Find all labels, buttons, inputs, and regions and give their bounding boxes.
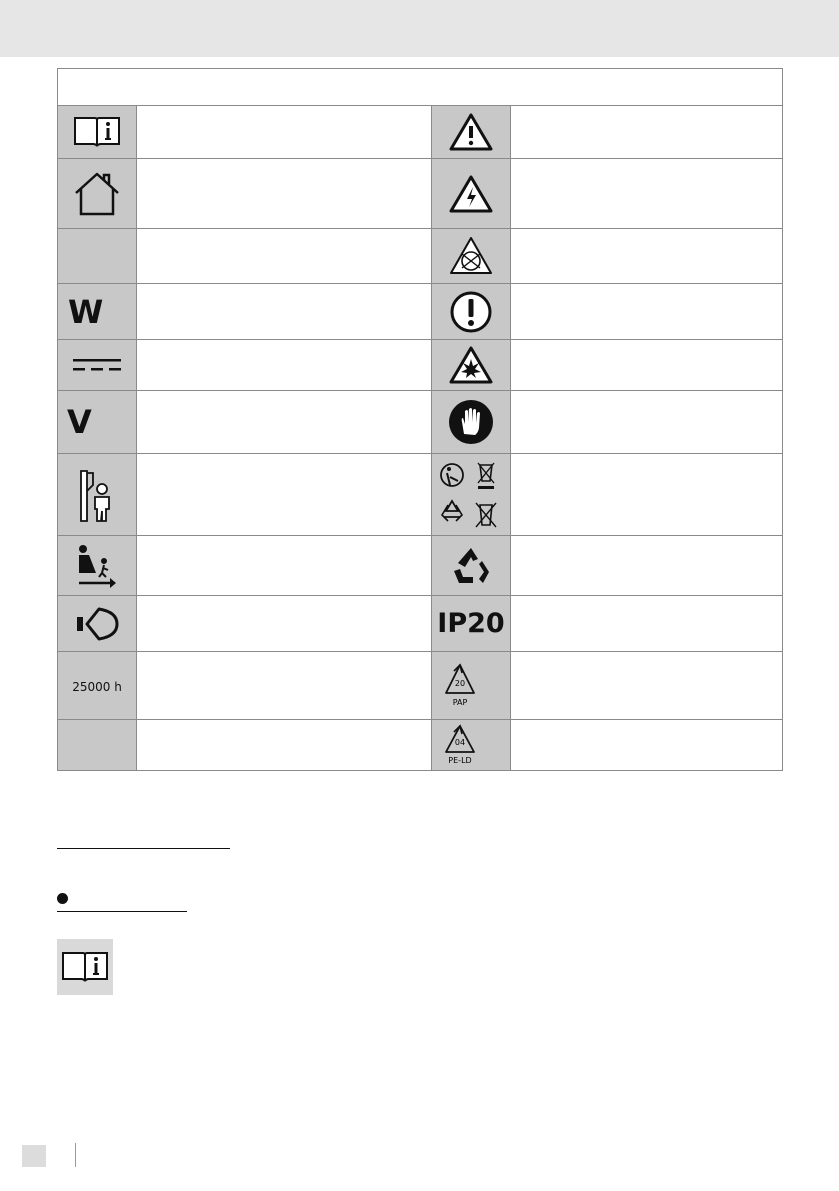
no-direct-view-icon xyxy=(448,235,494,277)
description-cell xyxy=(511,596,783,652)
table-row xyxy=(58,106,783,159)
table-row xyxy=(58,391,783,454)
description-cell xyxy=(511,720,783,771)
description-cell xyxy=(137,229,432,284)
icon-cell xyxy=(432,652,511,720)
icon-cell xyxy=(58,229,137,284)
direct-current-icon xyxy=(71,355,123,375)
icon-cell xyxy=(432,536,511,596)
disposal-symbols-icon xyxy=(438,459,504,531)
light-emission-icon xyxy=(73,604,121,644)
watt-icon: W xyxy=(68,292,104,331)
icon-cell xyxy=(432,391,511,454)
read-manual-icon-box xyxy=(57,939,113,995)
peld-number-label: 04 xyxy=(454,738,466,747)
pap-code-label: PAP xyxy=(452,697,468,707)
icon-cell xyxy=(58,596,137,652)
recycling-icon xyxy=(449,545,493,587)
description-cell xyxy=(137,159,432,229)
electric-hazard-icon xyxy=(448,174,494,214)
warning-triangle-icon xyxy=(448,112,494,152)
icon-cell xyxy=(58,536,137,596)
icon-cell xyxy=(432,284,511,340)
table-row xyxy=(58,652,783,720)
notice-exclamation-icon xyxy=(449,290,493,334)
table-row xyxy=(58,229,783,284)
description-cell xyxy=(137,340,432,391)
description-cell xyxy=(511,229,783,284)
description-cell xyxy=(511,391,783,454)
child-safety-icon xyxy=(77,465,117,525)
table-row xyxy=(58,536,783,596)
book-info-icon xyxy=(57,939,113,995)
icon-cell xyxy=(432,229,511,284)
table-header-cell xyxy=(58,69,783,106)
description-cell xyxy=(511,106,783,159)
description-cell xyxy=(511,340,783,391)
description-cell xyxy=(137,536,432,596)
minimum-distance-icon xyxy=(74,543,120,589)
table-row xyxy=(58,284,783,340)
description-cell xyxy=(137,720,432,771)
icon-cell xyxy=(432,340,511,391)
description-cell xyxy=(511,159,783,229)
icon-cell xyxy=(58,652,137,720)
volt-icon: V xyxy=(67,403,92,441)
wear-gloves-icon xyxy=(447,398,495,446)
table-row xyxy=(58,159,783,229)
description-cell xyxy=(511,652,783,720)
ip20-icon: IP20 xyxy=(437,607,505,639)
icon-cell xyxy=(58,340,137,391)
house-icon xyxy=(72,171,122,217)
icon-cell xyxy=(432,720,511,771)
description-cell xyxy=(137,284,432,340)
icon-cell xyxy=(432,596,511,652)
description-cell xyxy=(511,454,783,536)
footer-divider xyxy=(75,1143,76,1167)
icon-cell xyxy=(58,720,137,771)
lifetime-hours-icon: 25000 h xyxy=(72,680,122,694)
description-cell xyxy=(511,284,783,340)
icon-cell xyxy=(58,159,137,229)
icon-cell xyxy=(432,106,511,159)
table-row xyxy=(58,720,783,771)
description-cell xyxy=(137,652,432,720)
subsection-bullet xyxy=(57,893,68,904)
icon-cell xyxy=(432,159,511,229)
icon-cell xyxy=(58,454,137,536)
recycling-pap20-icon xyxy=(440,661,484,711)
page-number-box xyxy=(22,1145,46,1167)
book-info-icon xyxy=(72,114,122,150)
description-cell xyxy=(137,391,432,454)
table-row xyxy=(58,340,783,391)
description-cell xyxy=(511,536,783,596)
table-header-row xyxy=(58,69,783,106)
subsection-heading-underline xyxy=(57,911,187,912)
table-row xyxy=(58,596,783,652)
icon-cell xyxy=(58,391,137,454)
page-header-bar xyxy=(0,0,839,57)
icon-cell xyxy=(58,284,137,340)
explosion-hazard-icon xyxy=(448,345,494,385)
description-cell xyxy=(137,454,432,536)
section-heading-underline xyxy=(57,848,230,849)
icon-cell xyxy=(58,106,137,159)
table-row xyxy=(58,454,783,536)
icon-cell xyxy=(432,454,511,536)
description-cell xyxy=(137,106,432,159)
symbol-legend-table xyxy=(57,68,783,771)
description-cell xyxy=(137,596,432,652)
recycling-peld04-icon xyxy=(440,722,484,768)
peld-code-label: PE-LD xyxy=(448,756,472,765)
pap-number-label: 20 xyxy=(454,678,466,688)
